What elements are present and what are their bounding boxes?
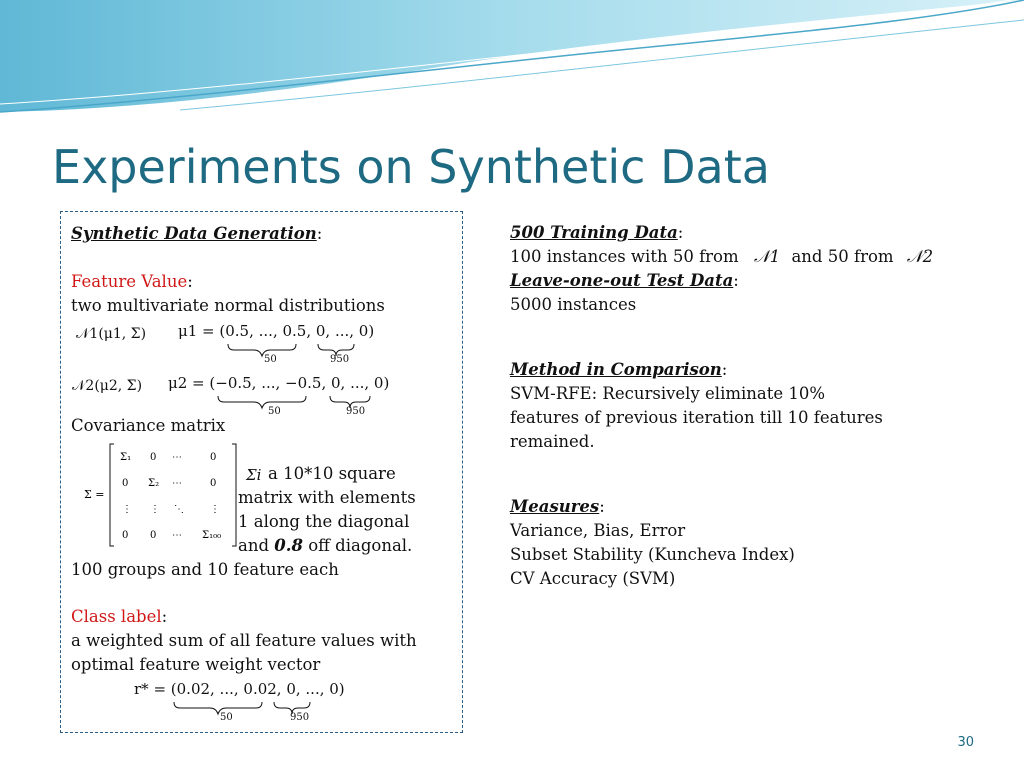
svg-text:⋯: ⋯ (172, 452, 182, 463)
feature-value-heading (71, 270, 193, 294)
svg-text:Σ₁₀₀: Σ₁₀₀ (202, 530, 222, 541)
svg-text:⋱: ⋱ (174, 504, 184, 515)
mu2-brace-label-2: 950 (346, 406, 366, 417)
class-label-heading (71, 605, 167, 629)
training-line-mid: and 50 from (791, 247, 894, 266)
mu2-formula: μ2 = (−0.5, ..., −0.5, 0, ..., 0) (168, 374, 390, 392)
svg-text:⋮: ⋮ (150, 504, 160, 515)
svg-text:0: 0 (210, 452, 217, 463)
synthetic-generation-heading (71, 222, 322, 246)
r-brace-label-1: 50 (220, 712, 233, 723)
mu1-brace-label-1: 50 (264, 354, 277, 365)
covariance-desc-line-1: a 10*10 square (268, 464, 396, 483)
mu1-expression (178, 322, 378, 368)
svg-text:0: 0 (122, 530, 129, 541)
class-label-text: Class label (71, 607, 162, 626)
method-line-2: features of previous iteration till 10 features (510, 408, 883, 427)
r-brace-label-2: 950 (290, 712, 310, 723)
svg-text:⋮: ⋮ (210, 504, 220, 515)
measures-line-3: CV Accuracy (SVM) (510, 569, 676, 588)
heading-text: Synthetic Data Generation (71, 224, 317, 243)
r-formula: r* = (0.02, ..., 0.02, 0, ..., 0) (134, 680, 345, 698)
feature-value-description: two multivariate normal distributions (71, 296, 385, 315)
svg-text:0: 0 (122, 478, 129, 489)
n2-expression: 𝒩2(μ2, Σ) (72, 378, 143, 394)
svg-text:0: 0 (210, 478, 217, 489)
svg-text:0: 0 (150, 452, 157, 463)
svg-text:⋯: ⋯ (172, 478, 182, 489)
svg-text:⋯: ⋯ (172, 530, 182, 541)
n1-expression: 𝒩1(μ1, Σ) (76, 326, 147, 342)
cov-line4-pre: and (238, 536, 275, 555)
class-label-desc-1: a weighted sum of all feature values with (71, 631, 417, 650)
measures-line-2: Subset Stability (Kuncheva Index) (510, 545, 795, 564)
measures-heading-text: Measures (510, 497, 600, 516)
training-heading-colon: : (677, 223, 684, 242)
header-wave-decoration (0, 0, 1024, 125)
svg-text:Σ₂: Σ₂ (148, 478, 160, 489)
svg-text:Σ₁: Σ₁ (120, 452, 132, 463)
slide-title: Experiments on Synthetic Data (52, 140, 770, 194)
training-data-line (510, 245, 933, 269)
training-n1-symbol: 𝒩1 (753, 247, 781, 266)
covariance-desc-line-3: 1 along the diagonal (238, 512, 410, 531)
measures-heading-colon: : (599, 497, 605, 516)
class-label-desc-2: optimal feature weight vector (71, 655, 321, 674)
covariance-matrix-formula (82, 440, 237, 550)
mu2-brace-label-1: 50 (268, 406, 281, 417)
method-line-3: remained. (510, 432, 595, 451)
method-heading (510, 358, 727, 382)
heading-colon: : (316, 224, 323, 243)
feature-value-label: Feature Value (71, 272, 188, 291)
svg-text:⋮: ⋮ (122, 504, 132, 515)
method-heading-colon: : (721, 360, 728, 379)
mu1-brace-label-2: 950 (330, 354, 350, 365)
cov-line4-bold: 0.8 (274, 536, 303, 555)
svg-text:0: 0 (150, 530, 157, 541)
training-line-pre: 100 instances with 50 from (510, 247, 739, 266)
training-data-heading (510, 221, 683, 245)
test-data-line: 5000 instances (510, 295, 637, 314)
class-label-colon: : (161, 607, 168, 626)
covariance-label: Covariance matrix (71, 416, 226, 435)
method-line-1: SVM-RFE: Recursively eliminate 10% (510, 384, 826, 403)
test-heading-text: Leave-one-out Test Data (510, 271, 734, 290)
svg-text:Σ =: Σ = (84, 488, 105, 501)
measures-heading (510, 495, 605, 519)
training-heading-text: 500 Training Data (510, 223, 678, 242)
feature-value-colon: : (187, 272, 193, 291)
method-heading-text: Method in Comparison (510, 360, 722, 379)
test-data-heading (510, 269, 739, 293)
test-heading-colon: : (733, 271, 739, 290)
sigma-i-symbol: Σi (246, 466, 262, 484)
covariance-desc-line-4 (238, 534, 412, 558)
measures-line-1: Variance, Bias, Error (510, 521, 686, 540)
page-number: 30 (957, 735, 974, 750)
groups-line: 100 groups and 10 feature each (71, 560, 339, 579)
cov-line4-post: off diagonal. (303, 536, 413, 555)
weight-vector-expression (134, 680, 345, 726)
training-n2-symbol: 𝒩2 (906, 247, 934, 266)
mu1-formula: μ1 = (0.5, ..., 0.5, 0, ..., 0) (178, 322, 375, 340)
covariance-desc-line-2: matrix with elements (238, 488, 416, 507)
